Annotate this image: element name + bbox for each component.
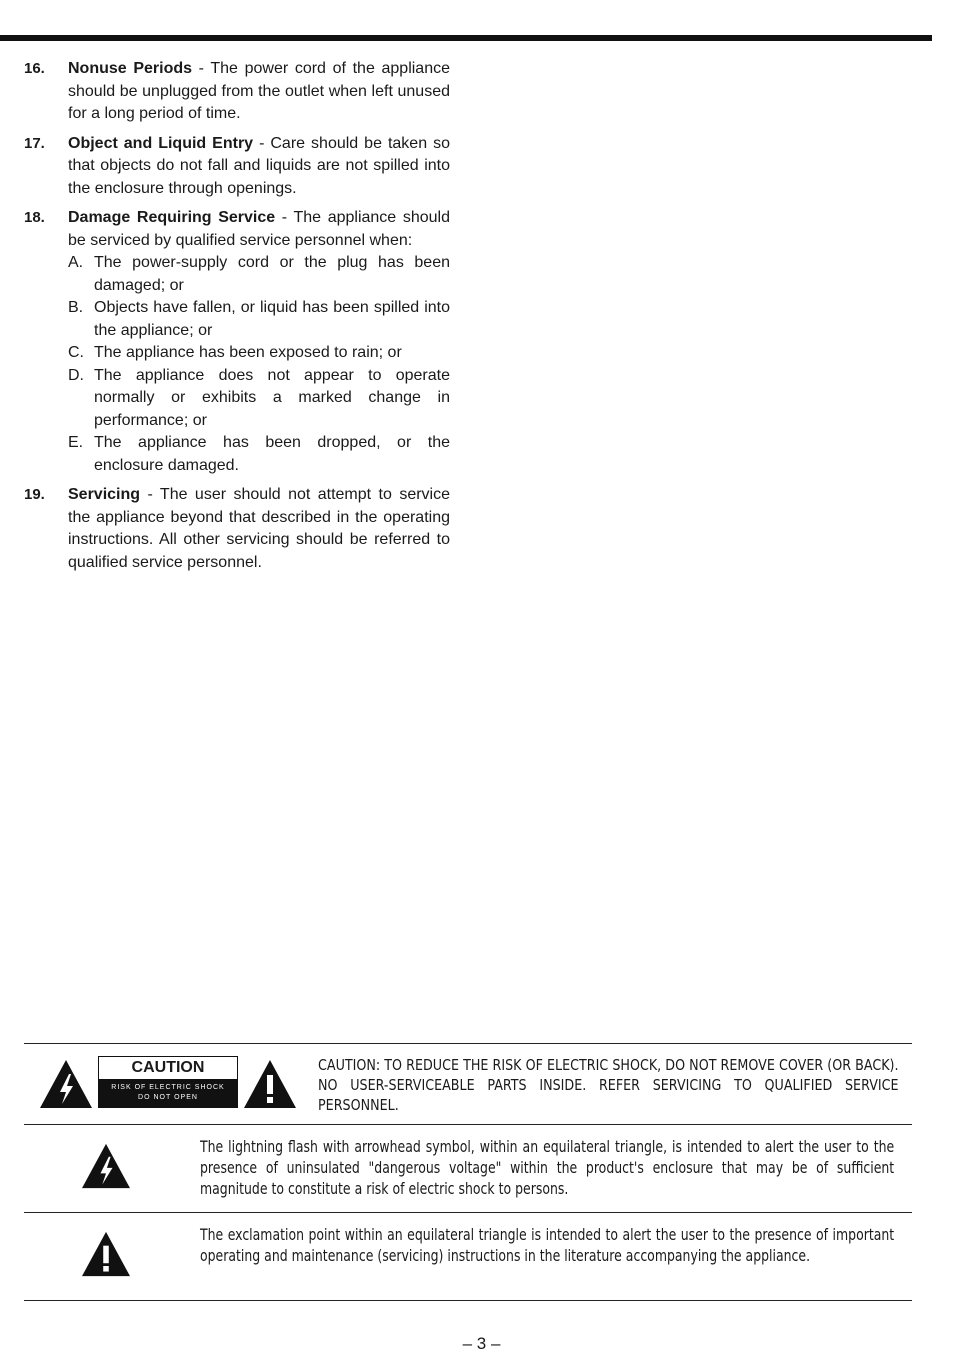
sub-letter: B. (68, 299, 84, 316)
lightning-explanation: The lightning flash with arrowhead symbol, within an equilateral triangle, is intended to alert the user to the presence of uninsulated "dangerous voltage" within the product's enclosure that may be of sufficient magnitude to constitute a risk of electric shock to persons. (200, 1137, 895, 1198)
caution-warning-band (99, 1079, 237, 1107)
sub-text: Objects have fallen, or liquid has been spilled into the appliance; or (94, 299, 450, 339)
exclamation-triangle-icon (80, 1230, 132, 1278)
sub-item-b (68, 297, 450, 342)
item-19 (22, 484, 450, 574)
item-number: 18. (24, 209, 45, 226)
item-text: - The appliance should be serviced by qualified service personnel when: (68, 209, 450, 249)
item-17 (22, 133, 450, 201)
sub-item-a (68, 252, 450, 297)
sub-letter: C. (68, 344, 84, 361)
caution-text: CAUTION: TO REDUCE THE RISK OF ELECTRIC SHOCK, DO NOT REMOVE COVER (OR BACK). NO USER-SERVICEABLE PARTS INSIDE. REFER SERVICING TO QUALIFIED SERVICE PERSONNEL. (318, 1056, 899, 1114)
item-16 (22, 58, 450, 126)
item-text: - The user should not attempt to service the appliance beyond that described in the operating instructions. All other servicing should be referred to qualified service personnel. (68, 486, 450, 571)
item-heading: Damage Requiring Service (68, 209, 276, 226)
caution-title: CAUTION (99, 1057, 237, 1079)
safety-items (22, 58, 450, 581)
item-18 (22, 207, 450, 477)
item-heading: Servicing (68, 486, 141, 503)
divider (24, 1043, 912, 1044)
item-heading: Object and Liquid Entry (68, 134, 254, 152)
sub-item-c (68, 342, 450, 365)
item-text: - The power cord of the appliance should be unplugged from the outlet when left unused for a long period of time. (68, 60, 450, 122)
sub-text: The appliance has been dropped, or the enclosure damaged. (94, 434, 450, 474)
item-number: 17. (24, 134, 45, 152)
sub-item-d (68, 365, 450, 433)
caution-label-graphic (38, 1054, 300, 1112)
lightning-triangle-icon (80, 1142, 132, 1190)
caution-sub1: RISK OF ELECTRIC SHOCK (111, 1084, 225, 1091)
item-number: 19. (24, 486, 45, 503)
item-number: 16. (24, 60, 45, 77)
sub-letter: E. (68, 434, 84, 451)
page-number: – 3 – (462, 1334, 501, 1353)
top-rule (0, 35, 932, 41)
sub-item-e (68, 432, 450, 477)
caution-sub2: DO NOT OPEN (138, 1094, 198, 1101)
divider (24, 1300, 912, 1301)
sub-letter: A. (68, 254, 84, 271)
item-heading: Nonuse Periods (68, 60, 193, 77)
exclamation-explanation: The exclamation point within an equilateral triangle is intended to alert the user to the presence of important operating and maintenance (servicing) instructions in the literature accompanying the appliance. (200, 1225, 895, 1265)
caution-box (98, 1056, 238, 1108)
sub-letter: D. (68, 366, 84, 384)
exclamation-triangle-icon (242, 1058, 298, 1110)
sub-text: The appliance does not appear to operate normally or exhibits a marked change in performance; or (94, 366, 450, 429)
divider (24, 1212, 912, 1213)
lightning-triangle-icon (38, 1058, 94, 1110)
sub-text: The appliance has been exposed to rain; or (94, 344, 402, 361)
sub-text: The power-supply cord or the plug has been damaged; or (94, 254, 450, 294)
divider (24, 1124, 912, 1125)
item-text: - Care should be taken so that objects do not fall and liquids are not spilled into the enclosure through openings. (68, 134, 450, 197)
